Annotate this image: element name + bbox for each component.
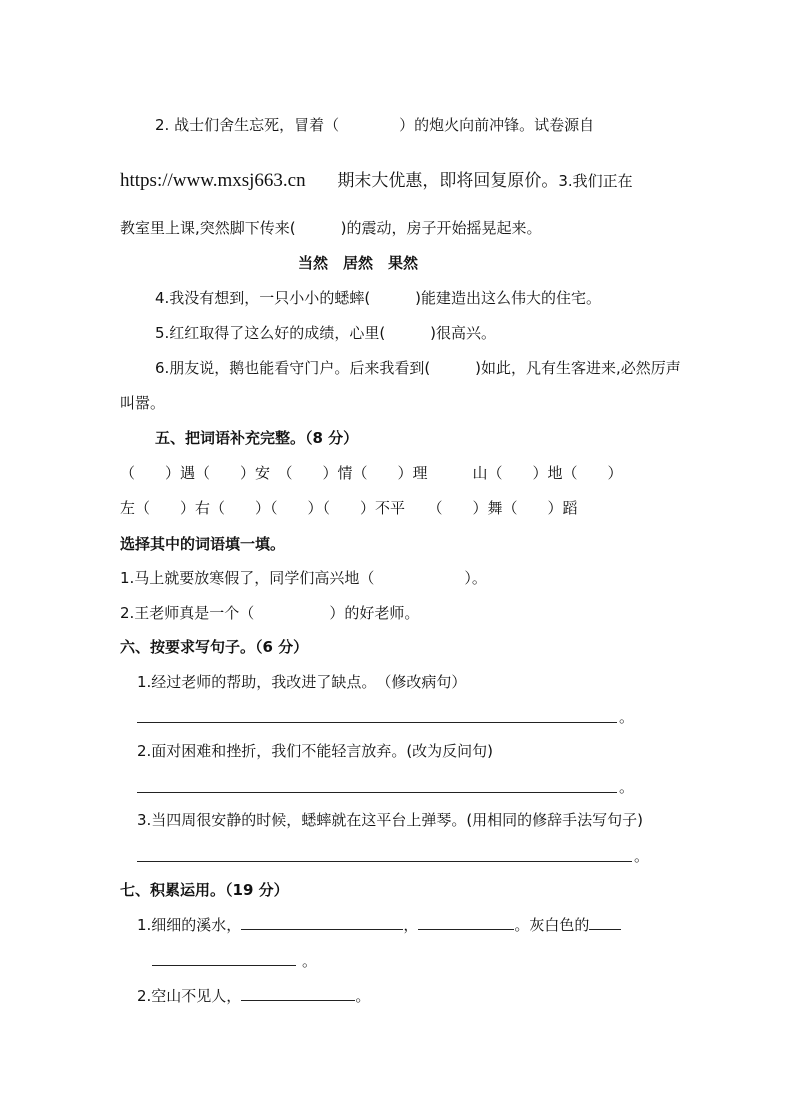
question-2-line-1 [155,115,594,135]
question-2-text: 2. 战士们舍生忘死，冒着（ ）的炮火向前冲锋。试卷源自 [155,116,595,134]
word-bank [298,253,418,273]
answer-line-2-period [619,777,634,797]
answer-line-1[interactable] [137,722,617,723]
choose-instruction-text: 选择其中的词语填一填。 [120,535,286,553]
section-5-row-1-text: （ ）遇（ ）安 （ ）情（ ）理 山（ ）地（ ） [120,464,623,482]
period: 。 [355,987,371,1005]
section-7-question-1-cont [152,951,317,971]
section-7-title-text: 七、积累运用。（19 分） [120,881,289,899]
section-6-question-3-text: 3.当四周很安静的时候，蟋蟀就在这平台上弹琴。(用相同的修辞手法写句子) [137,811,644,829]
source-url: https://www.mxsj663.cn [120,170,306,191]
promo-text: 期末大优惠，即将回复原价。 [337,171,559,191]
section-5-row-2 [120,498,578,518]
answer-line-3-period [634,846,649,866]
blank-1[interactable] [241,915,403,930]
section-6-question-3 [137,810,643,830]
question-3-line-2 [120,218,541,238]
period: 。 [634,847,650,865]
section-5-title-text: 五、把词语补充完整。（8 分） [155,429,359,447]
question-2-line-2 [120,171,633,191]
section-7-question-1-text-2: 。灰白色的 [514,916,590,934]
blank-2[interactable] [418,915,514,930]
section-7-question-2 [137,986,370,1006]
section-5-row-2-text: 左（ ）右（ ）（ ）（ ）不平 （ ）舞（ ）蹈 [120,499,578,517]
answer-line-3[interactable] [137,861,632,862]
section-6-title-text: 六、按要求写句子。（6 分） [120,638,309,656]
section-5-question-1 [120,568,487,588]
question-4 [155,288,601,308]
period: 。 [302,952,318,970]
section-5-question-1-text: 1.马上就要放寒假了，同学们高兴地（ ）。 [120,569,487,587]
period: 。 [619,778,635,796]
section-5-question-2-text: 2.王老师真是一个（ ）的好老师。 [120,604,420,622]
section-7-title [120,880,289,900]
section-7-question-1-text: 1.细细的溪水， [137,916,242,934]
question-6-text-cont: 叫嚣。 [120,394,166,412]
question-4-text: 4.我没有想到，一只小小的蟋蟀( )能建造出这么伟大的住宅。 [155,289,602,307]
section-7-question-2-text: 2.空山不见人， [137,987,242,1005]
section-6-question-1 [137,672,466,692]
section-6-question-1-text: 1.经过老师的帮助，我改进了缺点。 （修改病句） [137,673,467,691]
period: 。 [619,708,635,726]
blank-5[interactable] [241,986,355,1001]
section-5-question-2 [120,603,419,623]
section-7-question-1 [137,915,621,935]
section-6-title [120,637,308,657]
choose-instruction [120,534,285,554]
answer-line-2[interactable] [137,792,617,793]
section-5-title [155,428,358,448]
word-bank-text: 当然 居然 果然 [298,254,419,272]
section-5-row-1 [120,463,623,483]
question-6-line-2 [120,393,165,413]
question-6-line-1 [155,358,681,378]
question-5 [155,323,496,343]
blank-4[interactable] [152,951,296,966]
question-3-text: 教室里上课,突然脚下传来( )的震动，房子开始摇晃起来。 [120,219,542,237]
question-3-start: 3.我们正在 [558,172,633,190]
comma: ， [403,916,419,934]
blank-3[interactable] [589,915,621,930]
section-6-question-2-text: 2.面对困难和挫折，我们不能轻言放弃。(改为反问句) [137,742,494,760]
section-6-question-2 [137,741,493,761]
question-5-text: 5.红红取得了这么好的成绩，心里( )很高兴。 [155,324,497,342]
answer-line-1-period [619,707,634,727]
question-6-text: 6.朋友说，鹅也能看守门户。后来我看到( )如此，凡有生客进来,必然厉声 [155,359,681,377]
